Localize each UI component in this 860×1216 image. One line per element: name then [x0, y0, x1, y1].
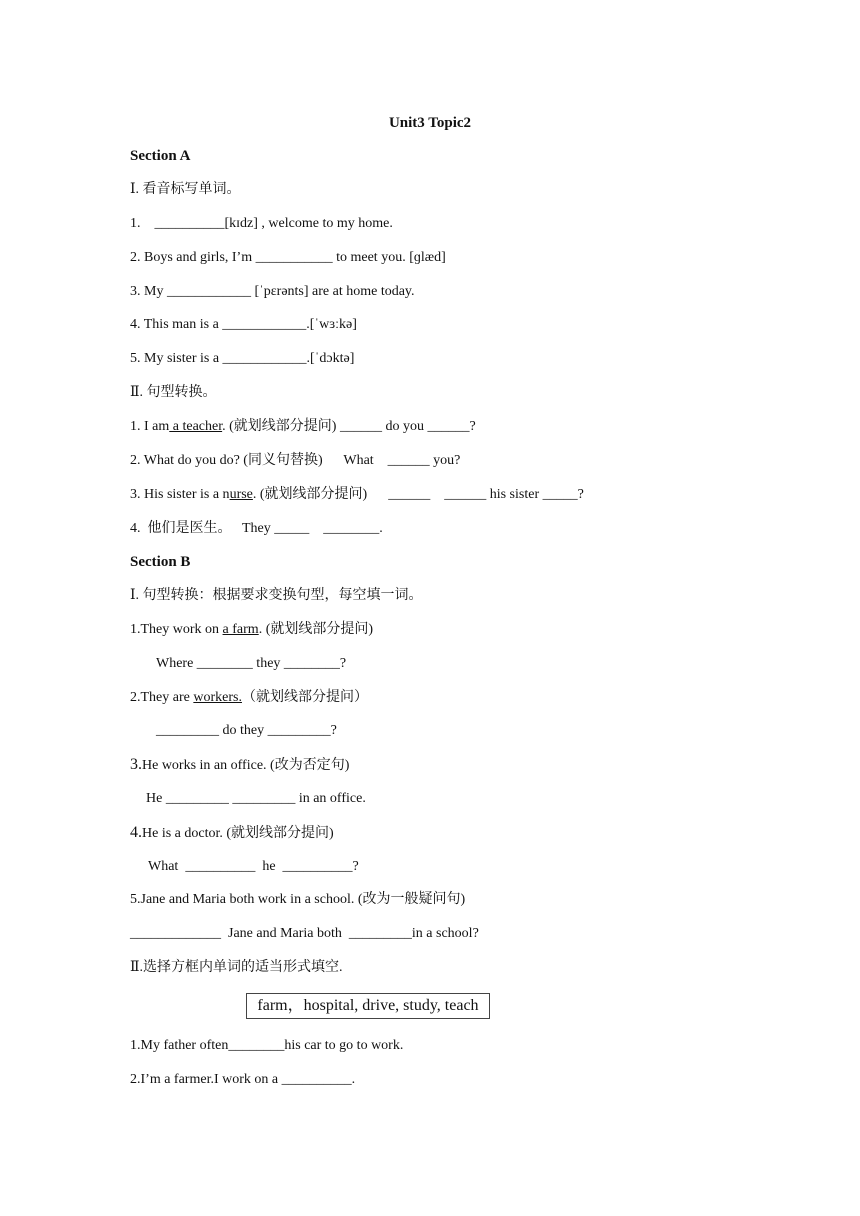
underlined-phrase: a teacher [169, 419, 223, 434]
section-b-a1: Where ________ they ________? [156, 656, 347, 671]
item-text: 2.They are [130, 690, 194, 705]
section-a-part1-item-5: 5. My sister is a ____________.[ˈdɔktə] [130, 351, 355, 366]
section-a-part1-heading: Ⅰ. 看音标写单词。 [130, 182, 241, 197]
section-a-part1-item-4: 4. This man is a ____________.[ˈwɜːkə] [130, 317, 357, 332]
section-b-part1-heading: Ⅰ. 句型转换：根据要求变换句型，每空填一词。 [130, 588, 423, 603]
section-a-part1-item-3: 3. My ____________ [ˈpɛrənts] are at home today. [130, 284, 415, 299]
section-b-part2-heading: Ⅱ.选择方框内单词的适当形式填空. [130, 960, 343, 975]
section-a-part1-item-2: 2. Boys and girls, I’m ___________ to meet you. [ɡlæd] [130, 250, 446, 265]
section-a-part2-heading: Ⅱ. 句型转换。 [130, 385, 217, 400]
item-text: He is a doctor. (就划线部分提问) [142, 826, 334, 841]
item-text: . (就划线部分提问) ______ do you ______? [222, 419, 476, 434]
section-b-a4: What __________ he __________? [148, 859, 359, 874]
item-number: 4. [130, 824, 142, 841]
section-b-part2-item-2: 2.I’m a farmer.I work on a __________. [130, 1072, 356, 1087]
section-b-q2 [130, 689, 368, 707]
section-b-a3: He _________ _________ in an office. [146, 791, 366, 806]
item-number: 3. [130, 756, 142, 773]
section-b-a5: _____________ Jane and Maria both _________in a school? [130, 926, 479, 941]
section-b-q5: 5.Jane and Maria both work in a school. (改为一般疑问句) [130, 892, 466, 907]
section-a-heading: Section A [130, 148, 191, 164]
section-b-a2: _________ do they _________? [156, 723, 337, 738]
section-a-part1-item-1: 1. __________[kɪdz] , welcome to my home. [130, 216, 393, 231]
section-a-part2-item-4: 4. 他们是医生。 They _____ ________. [130, 521, 383, 536]
section-b-q1 [130, 621, 373, 639]
underlined-phrase: urse [229, 487, 253, 502]
underlined-phrase: workers. [193, 690, 242, 705]
item-text: . (就划线部分提问) ______ ______ his sister _____? [252, 487, 584, 502]
page-title: Unit3 Topic2 [388, 115, 472, 131]
section-a-part2-item-2: 2. What do you do? (同义句替换) What ______ you? [130, 453, 461, 468]
item-text: 3. His sister is a n [130, 487, 230, 502]
word-box: farm，hospital, drive, study, teach [246, 993, 490, 1019]
section-b-q4 [130, 824, 334, 843]
item-text: （就划线部分提问） [241, 690, 368, 705]
item-text: 1. I am [130, 419, 170, 434]
section-b-q3 [130, 756, 349, 775]
section-b-part2-item-1: 1.My father often________his car to go to work. [130, 1038, 404, 1053]
section-a-part2-item-1 [130, 418, 476, 436]
item-text: . (就划线部分提问) [258, 622, 374, 637]
item-text: He works in an office. (改为否定句) [142, 758, 350, 773]
item-text: 1.They work on [130, 622, 223, 637]
underlined-phrase: a farm [222, 622, 259, 637]
section-b-heading: Section B [130, 554, 191, 570]
section-a-part2-item-3 [130, 486, 584, 504]
